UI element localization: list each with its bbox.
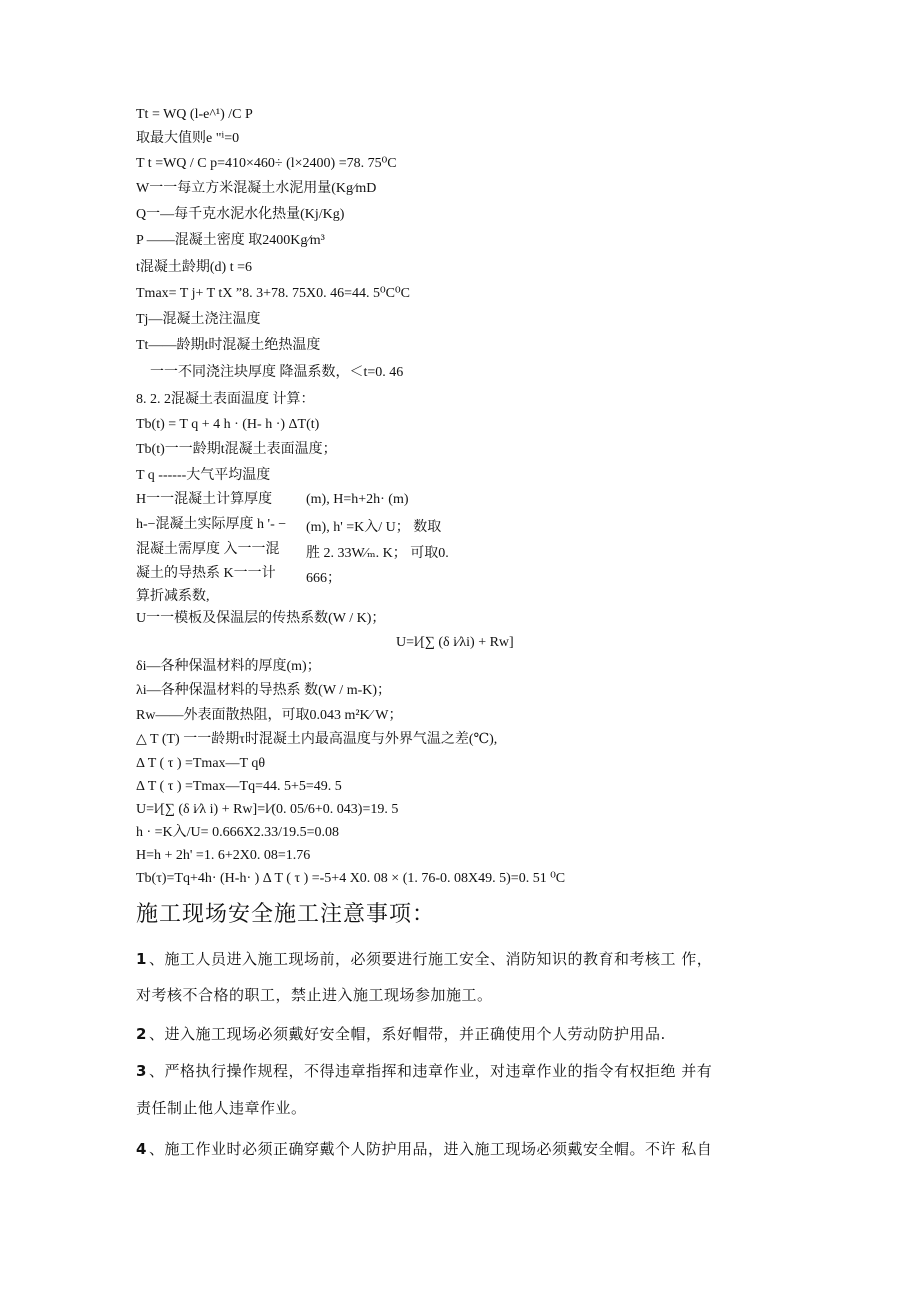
text-line: δi—各种保温材料的厚度(m)； xyxy=(136,659,321,674)
item-text: 责任制止他人违章作业。 xyxy=(136,1099,307,1117)
text-line: U=l⁄[∑ (δ i⁄λ i) + Rw]=l⁄(0. 05/6+0. 043)=19. 5 xyxy=(136,802,399,817)
text-line: T q ------大气平均温度 xyxy=(136,468,271,483)
text-line: 胜 2. 33W⁄ₘ. K； 可取0. xyxy=(306,546,449,561)
text-line: 取最大值则e "ⁱ=0 xyxy=(136,131,240,146)
text-line: H=h + 2h' =1. 6+2X0. 08=1.76 xyxy=(136,848,311,863)
text-line: (m), h' =K入/ U； 数取 xyxy=(306,520,442,535)
list-item xyxy=(136,949,712,969)
text-line: 666； xyxy=(306,571,341,586)
list-item xyxy=(136,1139,712,1159)
formula-centered: U=l⁄[∑ (δ i⁄λi) + Rw] xyxy=(396,635,514,650)
text-line: W一一每立方米混凝土水泥用量(Kg⁄mD xyxy=(136,181,377,196)
text-line: T t =WQ / C p=410×460÷ (l×2400) =78. 75⁰C xyxy=(136,156,397,171)
text-line: Q一—每千克水泥水化热量(Kj/Kg) xyxy=(136,207,345,222)
text-line: 一一不同浇注块厚度 降温系数，＜t=0. 46 xyxy=(150,365,404,380)
text-line: Rw——外表面散热阻，可取0.043 m²K⁄ W； xyxy=(136,708,403,723)
section-title: 8. 2. 2混凝土表面温度 计算： xyxy=(136,392,315,407)
text-line: Tmax= T j+ T tX ”8. 3+78. 75X0. 46=44. 5⁰C⁰C xyxy=(136,286,410,301)
text-line: Tb(τ)=Tq+4h· (H-h· ) Δ T ( τ ) =-5+4 X0. 08 × (1. 76-0. 08X49. 5)=0. 51 ⁰C xyxy=(136,871,566,886)
text-line: Δ T ( τ ) =Tmax—T qθ xyxy=(136,756,266,771)
text-line: U一一模板及保温层的传热系数(W / K)； xyxy=(136,611,386,626)
text-line: Tt——龄期t时混凝土绝热温度 xyxy=(136,338,321,353)
text-line: h-−混凝土实际厚度 h '- − xyxy=(136,517,287,532)
text-line: Tj—混凝土浇注温度 xyxy=(136,312,261,327)
item-number: 2 xyxy=(136,1025,147,1043)
list-item xyxy=(136,1024,666,1044)
item-text: 、施工作业时必须正确穿戴个人防护用品，进入施工现场必须戴安全帽。不许 私自 xyxy=(148,1140,713,1158)
text-line: λi—各种保温材料的导热系 数(W / m-K)； xyxy=(136,683,392,698)
safety-heading: 施工现场安全施工注意事项： xyxy=(136,902,436,927)
list-item xyxy=(136,1061,712,1081)
text-line: 凝土的导热系 K一一计 xyxy=(136,566,276,581)
text-line: H一一混凝土计算厚度 xyxy=(136,492,273,507)
item-number: 3 xyxy=(136,1062,147,1080)
item-number: 1 xyxy=(136,950,147,968)
text-line: (m), H=h+2h· (m) xyxy=(306,492,409,507)
item-number: 4 xyxy=(136,1140,147,1158)
text-line: Tb(t)一一龄期t混凝土表面温度； xyxy=(136,442,337,457)
text-line: h · =K入/U= 0.666X2.33/19.5=0.08 xyxy=(136,825,339,840)
item-text: 、严格执行操作规程，不得违章指挥和违章作业，对违章作业的指令有权拒绝 并有 xyxy=(148,1062,713,1080)
text-line: t混凝土龄期(d) t =6 xyxy=(136,260,252,275)
text-line: Δ T ( τ ) =Tmax—Tq=44. 5+5=49. 5 xyxy=(136,779,342,794)
text-line: 混凝土需厚度 入一一混 xyxy=(136,542,280,557)
text-line: Tb(t) = T q + 4 h · (H- h ·) ΔT(t) xyxy=(136,417,320,432)
text-line: 算折减系数, xyxy=(136,589,210,604)
text-line: P ——混凝土密度 取2400Kg⁄m³ xyxy=(136,233,325,248)
text-line: Tt = WQ (l-e^¹) /C P xyxy=(136,107,253,122)
text-line: △ T (T) 一一龄期τ时混凝土内最高温度与外界气温之差(℃), xyxy=(136,732,498,747)
list-item-continuation xyxy=(136,1098,307,1118)
item-text: 、施工人员进入施工现场前，必须要进行施工安全、消防知识的教育和考核工 作， xyxy=(148,950,713,968)
item-text: 、进入施工现场必须戴好安全帽，系好帽带，并正确使用个人劳动防护用品. xyxy=(148,1025,666,1043)
list-item-continuation xyxy=(136,985,493,1005)
item-text: 对考核不合格的职工，禁止进入施工现场参加施工。 xyxy=(136,986,493,1004)
